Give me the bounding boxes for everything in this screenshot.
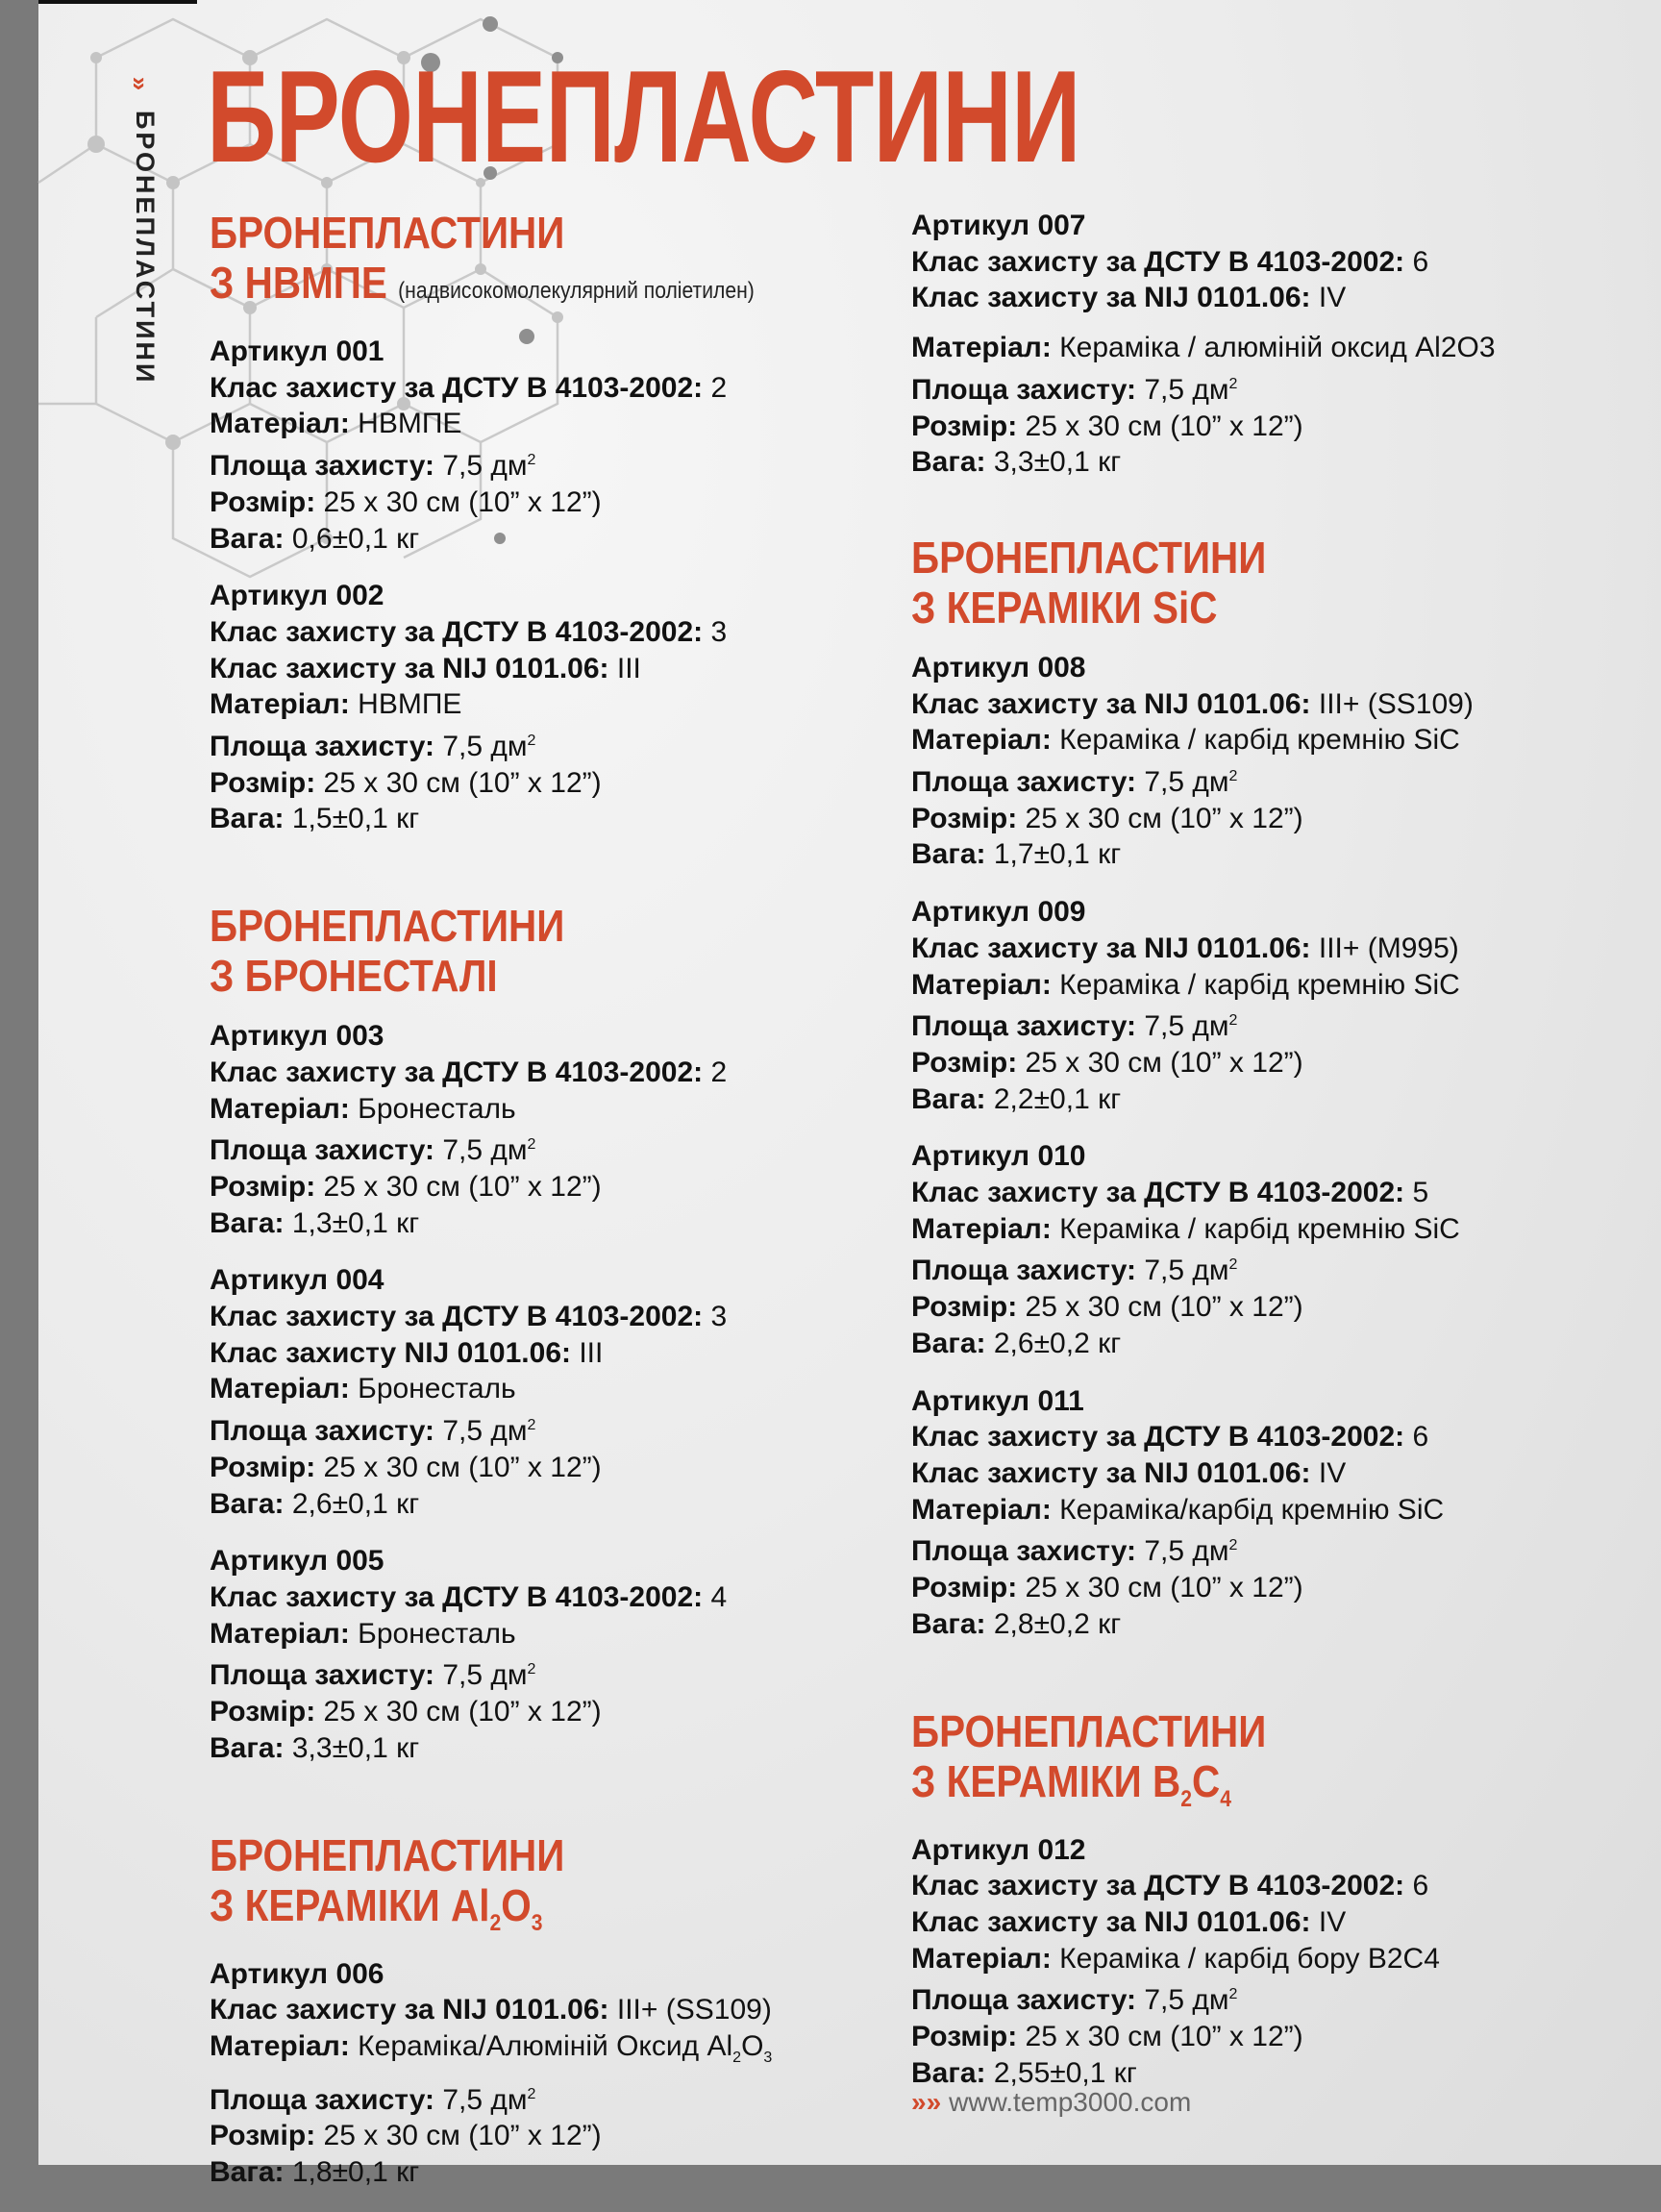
website-link[interactable]: www.temp3000.com <box>949 2087 1192 2117</box>
article-007: Артикул 007 Клас захисту за ДСТУ В 4103-2002: 6 Клас захисту за NIJ 0101.06: IV Матеріал: Кераміка / алюміній оксид Al2O3 Площа захисту: 7,5 $дм^2$ Розмір: 25 х 30 см (10” х 12”) Вага: 3,3±0,1 кг <box>911 210 1496 479</box>
section-note: (надвисокомолекулярний поліетилен) <box>398 278 755 304</box>
article-003: Артикул 003 Клас захисту за ДСТУ В 4103-2002: 2 Матеріал: Бронесталь Площа захисту: 7,5 $дм^2$ Розмір: 25 х 30 см (10” х 12”) Вага: 1,3±0,1 кг <box>210 1020 728 1239</box>
catalog-page <box>38 0 1661 2189</box>
article-004: Артикул 004 Клас захисту за ДСТУ В 4103-2002: 3 Клас захисту NIJ 0101.06: III Матеріал: Бронесталь Площа захисту: 7,5 $дм^2$ Розмір: 25 х 30 см (10” х 12”) Вага: 2,6±0,1 кг <box>210 1264 728 1520</box>
article-001: Артикул 001 Клас захисту за ДСТУ В 4103-2002: 2 Матеріал: НВМПЕ Площа захисту: 7,5 $дм^2$ Розмір: 25 х 30 см (10” х 12”) Вага: 0,6±0,1 кг <box>210 336 728 555</box>
article-009: Артикул 009 Клас захисту за NIJ 0101.06: III+ (M995) Матеріал: Кераміка / карбід кремнію SiC Площа захисту: 7,5 $дм^2$ Розмір: 25 х 30 см (10” х 12”) Вага: 2,2±0,1 кг <box>911 896 1460 1115</box>
section-title-sic: БРОНЕПЛАСТИНИ З КЕРАМІКИ SiC <box>911 532 1267 633</box>
section-title-al2o3: БРОНЕПЛАСТИНИ З КЕРАМІКИ $Al_2O_3$ <box>210 1829 565 1936</box>
left-column <box>210 208 940 2212</box>
article-011: Артикул 011 Клас захисту за ДСТУ В 4103-2002: 6 Клас захисту за NIJ 0101.06: IV Матеріал: Кераміка/карбід кремнію SiC Площа захисту: 7,5 $дм^2$ Розмір: 25 х 30 см (10” х 12”) Вага: 2,8±0,2 кг <box>911 1384 1445 1640</box>
side-section-label: БРОНЕПЛАСТИНИ <box>131 111 160 385</box>
section-title-uhmwpe: БРОНЕПЛАСТИНИ З НВМПЕ (надвисокомолекулярний поліетилен) <box>210 208 755 308</box>
article-006: Артикул 006 Клас захисту за NIJ 0101.06: III+ (SS109) Матеріал: Кераміка/Алюміній Оксид $Al_2O_3$ Площа захисту: 7,5 $дм^2$ Розмір: 25 х 30 см (10” х 12”) Вага: 1,8±0,1 кг <box>210 1957 773 2189</box>
article-005: Артикул 005 Клас захисту за ДСТУ В 4103-2002: 4 Матеріал: Бронесталь Площа захисту: 7,5 $дм^2$ Розмір: 25 х 30 см (10” х 12”) Вага: 3,3±0,1 кг <box>210 1545 728 1764</box>
section-title-steel: БРОНЕПЛАСТИНИ З БРОНЕСТАЛІ <box>210 901 565 1002</box>
footer-website[interactable] <box>911 2087 1191 2118</box>
side-chevrons-icon: » <box>126 76 156 91</box>
section-title-b2c4: БРОНЕПЛАСТИНИ З КЕРАМІКИ $B_2C_4$ <box>911 1705 1267 1812</box>
chevrons-icon: »» <box>911 2087 942 2117</box>
article-010: Артикул 010 Клас захисту за ДСТУ В 4103-2002: 5 Матеріал: Кераміка / карбід кремнію SiC Площа захисту: 7,5 $дм^2$ Розмір: 25 х 30 см (10” х 12”) Вага: 2,6±0,2 кг <box>911 1140 1460 1359</box>
article-002: Артикул 002 Клас захисту за ДСТУ В 4103-2002: 3 Клас захисту за NIJ 0101.06: III Матеріал: НВМПЕ Площа захисту: 7,5 $дм^2$ Розмір: 25 х 30 см (10” х 12”) Вага: 1,5±0,1 кг <box>210 580 728 835</box>
page-title: БРОНЕПЛАСТИНИ <box>207 43 1080 189</box>
top-edge-bar <box>38 0 197 4</box>
article-012: Артикул 012 Клас захисту за ДСТУ В 4103-2002: 6 Клас захисту за NIJ 0101.06: IV Матеріал: Кераміка / карбід бору B2C4 Площа захисту: 7,5 $дм^2$ Розмір: 25 х 30 см (10” х 12”) Вага: 2,55±0,1 кг <box>911 1833 1440 2089</box>
right-column <box>911 208 1642 2112</box>
article-008: Артикул 008 Клас захисту за NIJ 0101.06: III+ (SS109) Матеріал: Кераміка / карбід кремнію SiC Площа захисту: 7,5 $дм^2$ Розмір: 25 х 30 см (10” х 12”) Вага: 1,7±0,1 кг <box>911 651 1474 871</box>
